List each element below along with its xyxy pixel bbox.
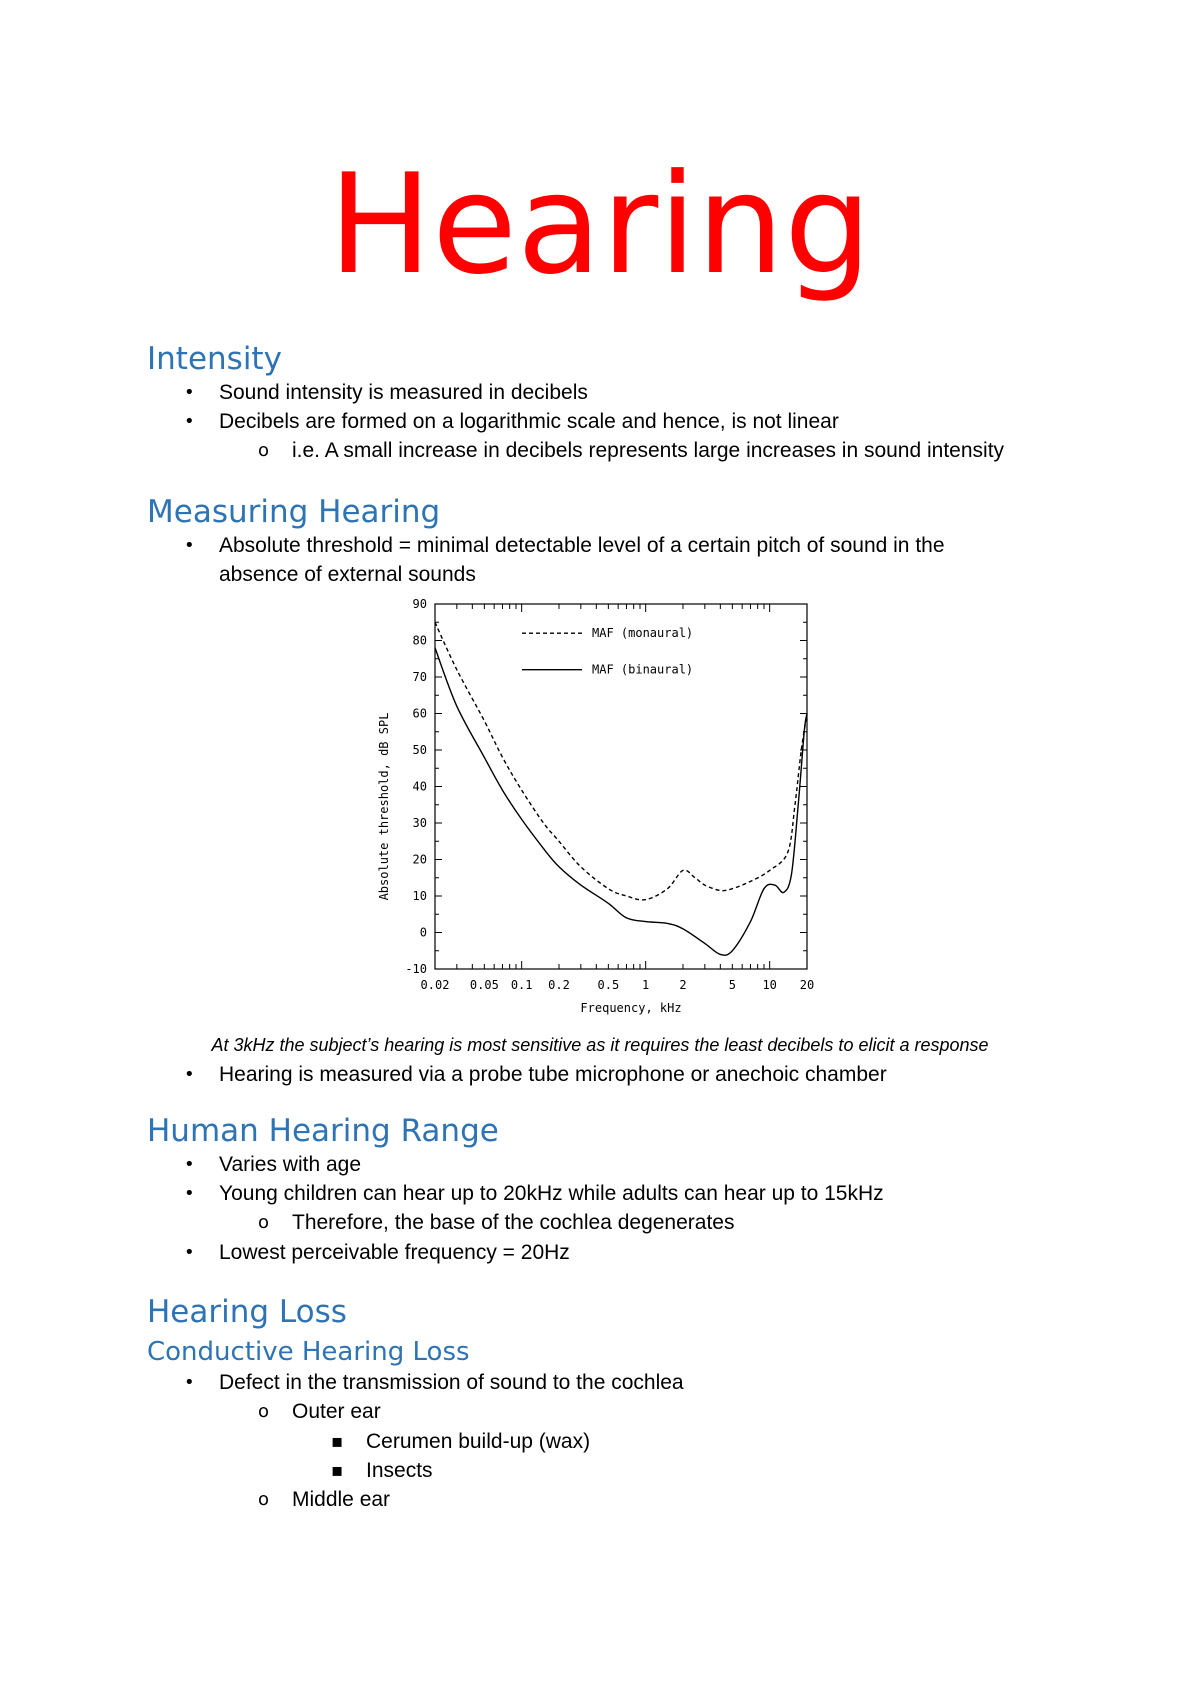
y-tick-label: 0 <box>419 925 427 940</box>
list-item: Outer ear <box>292 1400 381 1423</box>
list-item: Insects <box>366 1459 433 1482</box>
y-tick-label: 90 <box>412 597 427 611</box>
list-item: Decibels are formed on a logarithmic scale and hence, is not linear <box>219 410 839 433</box>
bullet-icon: • <box>184 1154 195 1175</box>
bullet-icon: • <box>184 382 195 403</box>
list-item: Varies with age <box>219 1153 362 1176</box>
list-item: Middle ear <box>292 1488 391 1511</box>
bullet-icon: • <box>184 1183 195 1204</box>
series-line-binaural <box>435 648 807 955</box>
threshold-chart <box>360 596 815 1024</box>
y-tick-label: 40 <box>412 779 427 794</box>
list-item: Young children can hear up to 20kHz while adults can hear up to 15kHz <box>219 1182 884 1205</box>
x-axis-label: Frequency, kHz <box>580 1001 682 1015</box>
x-tick-label: 0.5 <box>597 978 620 992</box>
threshold-chart-svg <box>360 596 815 1024</box>
heading-conductive-hearing-loss: Conductive Hearing Loss <box>147 1337 470 1367</box>
heading-measuring-hearing: Measuring Hearing <box>147 494 441 530</box>
x-tick-label: 0.05 <box>469 978 499 992</box>
list-item: Cerumen build-up (wax) <box>366 1430 591 1453</box>
list-item: i.e. A small increase in decibels represents large increases in sound intensity <box>292 439 1005 462</box>
bullet-icon: • <box>184 411 195 432</box>
legend-label: MAF (binaural) <box>592 662 694 677</box>
x-tick-label: 0.02 <box>420 978 450 992</box>
circle-bullet-icon: o <box>258 1212 270 1233</box>
x-tick-label: 0.2 <box>548 978 570 992</box>
list-item: Defect in the transmission of sound to the cochlea <box>219 1371 684 1394</box>
circle-bullet-icon: o <box>258 1401 270 1422</box>
y-tick-label: 50 <box>412 743 427 757</box>
y-tick-label: -10 <box>405 962 427 976</box>
circle-bullet-icon: o <box>258 440 270 461</box>
list-item: Sound intensity is measured in decibels <box>219 381 588 404</box>
y-axis-label: Absolute threshold, dB SPL <box>377 712 391 901</box>
heading-human-hearing-range: Human Hearing Range <box>147 1113 499 1149</box>
list-item: Hearing is measured via a probe tube microphone or anechoic chamber <box>219 1063 887 1086</box>
list-item: Therefore, the base of the cochlea degenerates <box>292 1211 735 1234</box>
square-bullet-icon: ▪ <box>331 1460 344 1481</box>
y-tick-label: 70 <box>412 670 427 684</box>
bullet-icon: • <box>184 1242 195 1263</box>
figure-caption: At 3kHz the subject’s hearing is most sensitive as it requires the least decibels to elicit a response <box>211 1035 989 1055</box>
y-tick-label: 80 <box>412 633 427 648</box>
square-bullet-icon: ▪ <box>331 1431 344 1452</box>
x-tick-label: 20 <box>799 978 815 992</box>
legend-label: MAF (monaural) <box>592 626 694 641</box>
y-tick-label: 60 <box>412 706 427 721</box>
heading-intensity: Intensity <box>147 341 282 377</box>
x-tick-label: 2 <box>679 978 687 992</box>
list-item: Lowest perceivable frequency = 20Hz <box>219 1241 570 1264</box>
y-tick-label: 20 <box>412 852 427 867</box>
list-item: Absolute threshold = minimal detectable level of a certain pitch of sound in the <box>219 534 945 557</box>
x-tick-label: 10 <box>762 978 777 992</box>
y-tick-label: 10 <box>412 889 427 903</box>
x-tick-label: 5 <box>728 978 736 992</box>
bullet-icon: • <box>184 1372 195 1393</box>
bullet-icon: • <box>184 535 195 556</box>
x-tick-label: 1 <box>642 978 650 992</box>
heading-hearing-loss: Hearing Loss <box>147 1294 347 1330</box>
page-title: Hearing <box>328 144 872 305</box>
list-item-continuation: absence of external sounds <box>219 563 476 586</box>
y-tick-label: 30 <box>412 816 427 830</box>
x-tick-label: 0.1 <box>510 978 533 992</box>
bullet-icon: • <box>184 1064 195 1085</box>
circle-bullet-icon: o <box>258 1489 270 1510</box>
